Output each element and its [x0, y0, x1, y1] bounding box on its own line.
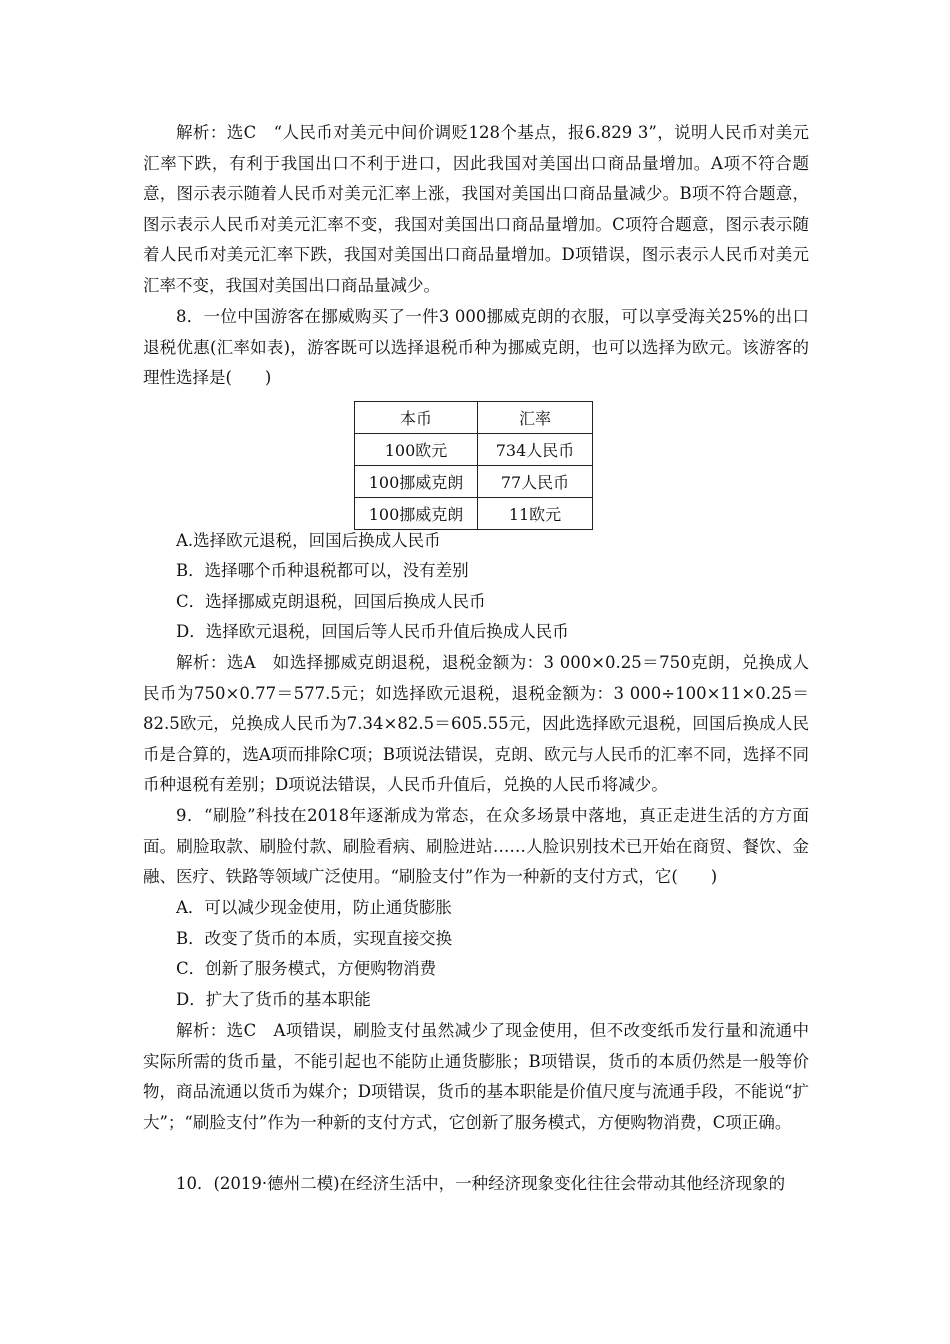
q9-option-d: D．扩大了货币的基本职能	[176, 990, 371, 1009]
table-cell: 100挪威克朗	[355, 466, 478, 498]
q8-option-c: C．选择挪威克朗退税，回国后换成人民币	[176, 592, 486, 611]
table-row	[355, 466, 593, 498]
q8-analysis: 解析：选A 如选择挪威克朗退税，退税金额为：3 000×0.25＝750克朗，兑换成人民币为750×0.77＝577.5元；如选择欧元退税，退税金额为：3 000÷100×11×0.25＝82.5欧元，兑换成人民币为7.34×82.5＝605.55元，因此选择欧元退税，回国后换成人民币是合算的，选A项而排除C项；B项说法错误，克朗、欧元与人民币的汇率不同，选择不同币种退税有差别；D项说法错误，人民币升值后，兑换的人民币将减少。	[143, 653, 809, 795]
table-header-cell: 汇率	[478, 402, 593, 434]
q8-option-b: B．选择哪个币种退税都可以，没有差别	[176, 561, 469, 580]
q9-analysis: 解析：选C A项错误，刷脸支付虽然减少了现金使用，但不改变纸币发行量和流通中实际所需的货币量，不能引起也不能防止通货膨胀；B项错误，货币的本质仍然是一般等价物，商品流通以货币为媒介；D项错误，货币的基本职能是价值尺度与流通手段，不能说“扩大”；“刷脸支付”作为一种新的支付方式，它创新了服务模式，方便购物消费，C项正确。	[143, 1021, 809, 1132]
table-header-row	[355, 402, 593, 434]
q7-analysis: 解析：选C “人民币对美元中间价调贬128个基点，报6.829 3”，说明人民币对美元汇率下跌，有利于我国出口不利于进口，因此我国对美国出口商品量增加。A项不符合题意，图示表示随着人民币对美元汇率上涨，我国对美国出口商品量减少。B项不符合题意，图示表示人民币对美元汇率不变，我国对美国出口商品量增加。C项符合题意，图示表示随着人民币对美元汇率下跌，我国对美国出口商品量增加。D项错误，图示表示人民币对美元汇率不变，我国对美国出口商品量减少。	[143, 123, 809, 295]
q8-option-a: A.选择欧元退税，回国后换成人民币	[176, 531, 441, 550]
table-cell: 100欧元	[355, 434, 478, 466]
q9-option-c: C．创新了服务模式，方便购物消费	[176, 959, 437, 978]
q9-option-a: A．可以减少现金使用，防止通货膨胀	[176, 898, 452, 917]
table-row	[355, 434, 593, 466]
q8-stem: 8．一位中国游客在挪威购买了一件3 000挪威克朗的衣服，可以享受海关25%的出口退税优惠(汇率如表)，游客既可以选择退税币种为挪威克朗，也可以选择为欧元。该游客的理性选择是( )	[143, 307, 809, 388]
table-cell: 734人民币	[478, 434, 593, 466]
table-cell: 77人民币	[478, 466, 593, 498]
table-header-cell: 本币	[355, 402, 478, 434]
q10-stem: 10．(2019·德州二模)在经济生活中，一种经济现象变化往往会带动其他经济现象的	[176, 1174, 786, 1193]
table-row	[355, 498, 593, 530]
q9-option-b: B．改变了货币的本质，实现直接交换	[176, 929, 453, 948]
table-cell: 11欧元	[478, 498, 593, 530]
exchange-rate-table	[354, 401, 593, 530]
table-cell: 100挪威克朗	[355, 498, 478, 530]
q9-stem: 9．“刷脸”科技在2018年逐渐成为常态，在众多场景中落地，真正走进生活的方方面面。刷脸取款、刷脸付款、刷脸看病、刷脸进站……人脸识别技术已开始在商贸、餐饮、金融、医疗、铁路等领域广泛使用。“刷脸支付”作为一种新的支付方式，它( )	[143, 806, 809, 887]
q8-option-d: D．选择欧元退税，回国后等人民币升值后换成人民币	[176, 622, 569, 641]
